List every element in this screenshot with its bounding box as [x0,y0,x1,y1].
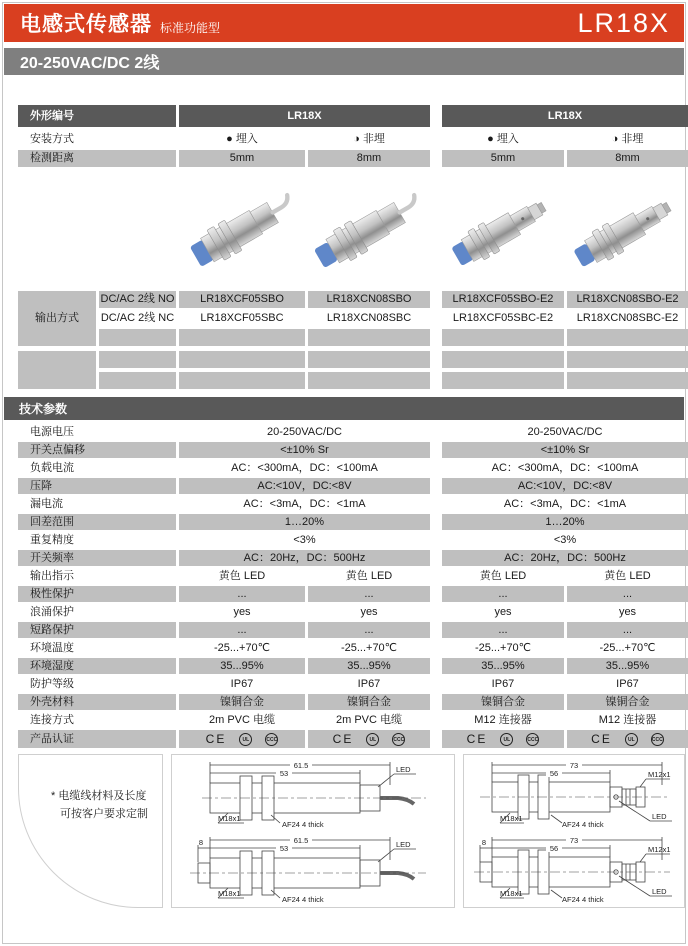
install-nonflush-1: ◑ 非埋 [353,133,385,145]
param-row [18,478,685,494]
param-row [18,424,685,440]
param-value: 1…20% [442,514,688,530]
connector-drawings-box [463,754,685,908]
output-table-empty [18,351,685,389]
cable-note-line2: 可按客户要求定制 [60,808,148,820]
note-box [18,754,163,908]
param-label: 输出指示 [30,570,74,582]
param-value: -25...+70℃ [340,642,398,654]
param-value: AC：<3mA，DC：<1mA [243,498,366,510]
param-label: 连接方式 [30,714,74,726]
voltage-spec: 20-250VAC/DC 2线 [20,55,160,72]
param-value: 黄色 LED [479,570,527,582]
dimension-drawing-connector-nonflush [466,832,682,905]
param-value: AC:<10V，DC:<8V [179,478,430,494]
distance-value: 5mm [442,150,564,167]
svg-text:73: 73 [569,836,579,845]
model-cell: LR18XCF05SBO-E2 [442,291,564,308]
param-value: -25...+70℃ [474,642,532,654]
svg-text:LED: LED [652,812,667,821]
distance-value: 8mm [308,150,430,167]
output-type: DC/AC 2线 NO [99,291,176,308]
param-row [18,604,685,620]
dimension-drawing-connector-flush [466,757,682,830]
param-row [18,622,685,638]
param-row [18,658,685,674]
param-value: yes [494,606,512,618]
param-row [18,550,685,566]
param-value: ... [567,586,688,602]
install-label: 安装方式 [30,133,74,145]
param-value: ... [567,622,688,638]
svg-text:AF24 4 thick: AF24 4 thick [562,895,604,904]
param-value: IP67 [230,678,254,690]
product-photo-cable-nonflush [311,177,427,281]
voltage-bar [4,48,684,75]
svg-text:61.5: 61.5 [293,836,309,845]
param-value: -25...+70℃ [599,642,656,654]
param-value: 20-250VAC/DC [267,426,342,438]
ccc-mark-icon: CCC [526,733,539,746]
param-row [18,568,685,584]
distance-value: 5mm [179,150,305,167]
empty-cell [179,329,305,346]
param-label: 电源电压 [30,426,74,438]
svg-text:M12x1: M12x1 [648,770,671,779]
param-value: 2m PVC 电缆 [208,714,275,726]
svg-text:53: 53 [279,844,289,853]
param-label: 漏电流 [30,498,63,510]
param-value: <3% [293,534,316,546]
cert-cell [179,730,305,748]
param-value: <3% [553,534,577,546]
distance-row [18,150,685,167]
svg-text:53: 53 [279,769,289,778]
model-cell: LR18XCN08SBO-E2 [567,291,688,308]
cable-note-line1: * 电缆线材料及长度 [51,790,147,802]
param-label: 浪涌保护 [30,606,74,618]
svg-text:LED: LED [396,840,411,849]
empty-cell [567,329,688,346]
ce-mark-icon: CE [332,732,354,746]
param-label: 开关点偏移 [18,442,176,458]
output-type: DC/AC 2线 NC [100,312,175,324]
model-cell: LR18XCN08SBC [326,312,412,324]
empty-cell [442,329,564,346]
param-value: -25...+70℃ [213,642,271,654]
param-row [18,496,685,512]
param-value: 35...95% [567,658,688,674]
product-photo-cable-flush [184,177,300,281]
param-value: 黄色 LED [604,570,651,582]
param-label: 回差范围 [18,514,176,530]
param-value: 黄色 LED [345,570,393,582]
param-value: 20-250VAC/DC [527,426,603,438]
dimension-drawing-cable-nonflush [174,832,452,905]
param-value: yes [618,606,637,618]
param-row [18,460,685,476]
cable-drawings-box [171,754,455,908]
cert-cell [567,730,688,748]
svg-text:8: 8 [481,838,487,847]
tech-params-header [4,397,684,420]
output-label-empty [18,351,96,389]
ce-mark-icon: CE [591,732,612,746]
group-header-2: LR18X [442,105,688,127]
empty-cell [308,329,430,346]
param-row [18,676,685,692]
ul-mark-icon: UL [625,733,638,746]
param-value: ... [442,586,564,602]
param-value: yes [233,606,251,618]
model-cell: LR18XCN08SBC-E2 [576,312,679,324]
param-value: ... [308,622,430,638]
svg-text:LED: LED [396,765,411,774]
param-row [18,694,685,710]
page-subtitle: 标准功能型 [160,21,221,35]
param-value: AC：<300mA，DC：<100mA [491,462,639,474]
param-label: 外壳材料 [18,694,176,710]
svg-text:56: 56 [549,769,559,778]
install-flush-1: ● 埋入 [226,133,258,145]
param-value: ... [179,586,305,602]
cert-cell [442,730,564,748]
param-label: 重复精度 [30,534,74,546]
param-label: 环境湿度 [18,658,176,674]
install-row [18,131,685,148]
param-row [18,442,685,458]
param-value: <±10% Sr [179,442,430,458]
param-row [18,586,685,602]
cert-cell [308,730,430,748]
output-label: 输出方式 [18,291,96,346]
svg-text:AF24 4 thick: AF24 4 thick [282,895,324,904]
svg-text:LED: LED [652,887,667,896]
param-value: 镍铜合金 [442,694,564,710]
param-value: M12 连接器 [598,714,657,726]
ul-mark-icon: UL [500,733,513,746]
ccc-mark-icon: CCC [265,733,278,746]
svg-text:M18x1: M18x1 [500,889,523,898]
product-photo-row [18,171,685,287]
ul-mark-icon: UL [239,733,252,746]
param-label: 防护等级 [30,678,74,690]
svg-text:73: 73 [569,761,579,770]
product-photo-connector-flush [445,177,561,281]
shape-header-cell: 外形编号 [18,105,176,127]
param-value: <±10% Sr [442,442,688,458]
svg-text:M12x1: M12x1 [648,845,671,854]
param-value: AC:<10V，DC:<8V [442,478,688,494]
output-table [18,291,685,346]
cert-label: 产品认证 [18,730,176,748]
distance-value: 8mm [567,150,688,167]
distance-label: 检测距离 [18,150,176,167]
selection-header-row [18,105,685,127]
svg-text:AF24 4 thick: AF24 4 thick [562,820,604,829]
model-number: LR18X [577,7,670,38]
svg-text:61.5: 61.5 [293,761,309,770]
param-value: AC：<3mA，DC：<1mA [503,498,627,510]
cert-row [18,730,685,748]
param-row [18,532,685,548]
group-header-1: LR18X [179,105,430,127]
param-label: 极性保护 [18,586,176,602]
datasheet-page [2,2,686,944]
install-nonflush-2: ◑ 非埋 [611,133,644,145]
svg-text:M18x1: M18x1 [218,889,241,898]
model-cell: LR18XCF05SBO [179,291,305,308]
product-photo-connector-nonflush [570,177,686,281]
param-value: 黄色 LED [218,570,266,582]
param-label: 短路保护 [18,622,176,638]
param-value: 镍铜合金 [308,694,430,710]
ul-mark-icon: UL [366,733,379,746]
ce-mark-icon: CE [205,732,227,746]
param-row [18,514,685,530]
param-value: AC：<300mA，DC：<100mA [231,462,378,474]
header-bar [4,4,684,42]
param-value: IP67 [491,678,515,690]
install-flush-2: ● 埋入 [487,133,519,145]
svg-text:56: 56 [549,844,559,853]
param-row [18,712,685,728]
param-value: AC：20Hz，DC：500Hz [179,550,430,566]
param-value: yes [360,606,378,618]
param-value: M12 连接器 [474,714,532,726]
param-row [18,640,685,656]
svg-text:8: 8 [198,838,204,847]
param-value: ... [308,586,430,602]
model-cell: LR18XCF05SBC [200,312,284,324]
ccc-mark-icon: CCC [392,733,405,746]
param-label: 压降 [18,478,176,494]
param-value: 2m PVC 电缆 [335,714,402,726]
param-value: 镍铜合金 [179,694,305,710]
param-value: IP67 [357,678,381,690]
ce-mark-icon: CE [466,732,488,746]
svg-text:M18x1: M18x1 [218,814,241,823]
empty-cell [99,329,176,346]
param-value: AC：20Hz，DC：500Hz [442,550,688,566]
param-label: 负载电流 [30,462,74,474]
param-value: 35...95% [442,658,564,674]
param-label: 开关频率 [18,550,176,566]
param-value: 1…20% [179,514,430,530]
dimension-drawing-cable-flush [174,757,452,830]
param-value: 镍铜合金 [567,694,688,710]
param-value: 35...95% [179,658,305,674]
svg-text:M18x1: M18x1 [500,814,523,823]
page-title: 电感式传感器 [20,13,152,36]
param-value: ... [179,622,305,638]
model-cell: LR18XCN08SBO [308,291,430,308]
param-value: IP67 [616,678,639,690]
ccc-mark-icon: CCC [651,733,664,746]
param-label: 环境温度 [30,642,74,654]
param-value: ... [442,622,564,638]
tech-params-title: 技术参数 [19,402,68,416]
drawing-section [18,754,685,908]
param-value: 35...95% [308,658,430,674]
svg-text:AF24 4 thick: AF24 4 thick [282,820,324,829]
model-cell: LR18XCF05SBC-E2 [452,312,554,324]
